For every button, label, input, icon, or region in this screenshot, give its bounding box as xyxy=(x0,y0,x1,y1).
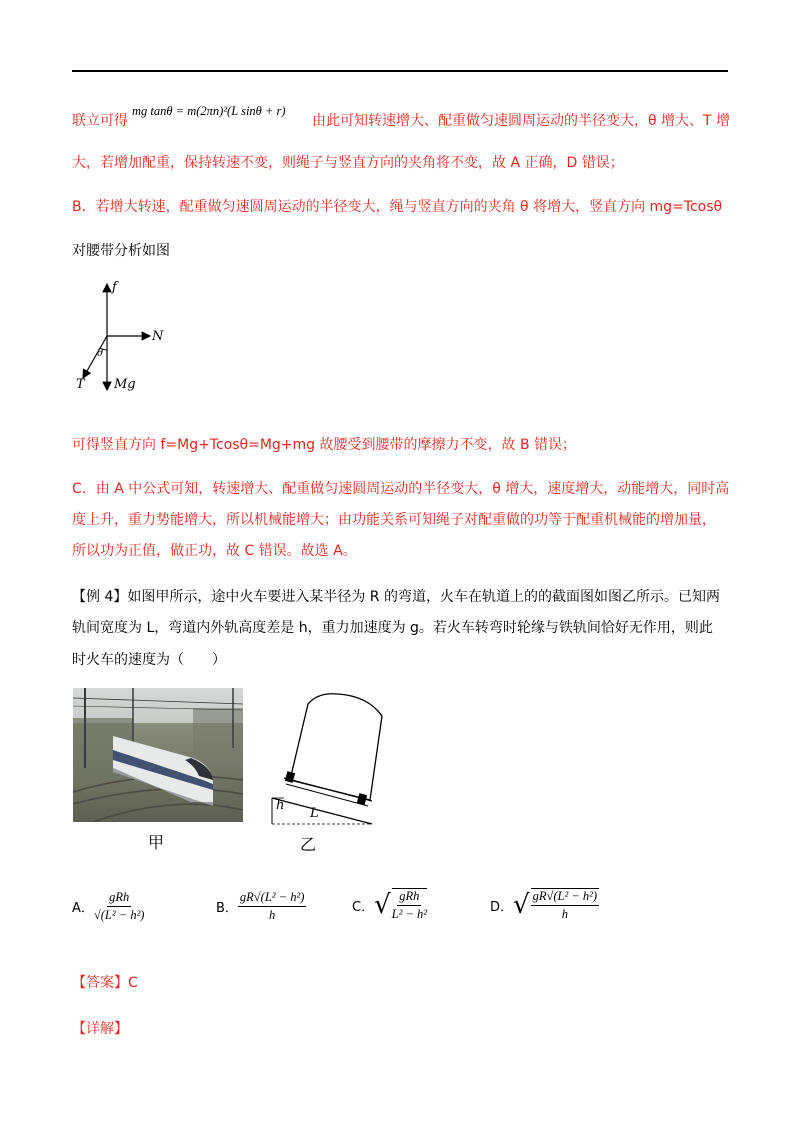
label-t: T xyxy=(76,377,85,392)
option-a-denominator: √(L² − h²) xyxy=(93,908,145,922)
solution-option-c-line-2: 度上升，重力势能增大，所以机械能增大；由功能关系可知绳子对配重做的功等于配重机械能的增加量， xyxy=(72,512,716,528)
option-c-label: C． xyxy=(352,899,375,915)
option-c[interactable] xyxy=(352,888,427,922)
option-a-fraction xyxy=(94,890,145,923)
label-n: N xyxy=(152,329,164,344)
option-b-label: B． xyxy=(216,901,238,916)
option-b[interactable] xyxy=(216,890,306,923)
option-b-denominator: h xyxy=(269,908,276,922)
belt-analysis-intro: 对腰带分析如图 xyxy=(72,243,170,259)
solution-option-b: B．若增大转速，配重做匀速圆周运动的半径变大，绳与竖直方向的夹角 θ 将增大，竖直方向 mg=Tcosθ xyxy=(72,199,723,215)
option-d-numerator: gR√(L² − h²) xyxy=(531,889,599,906)
force-t-arrow xyxy=(83,336,107,378)
solution-line-1-prefix: 联立可得 xyxy=(72,113,128,129)
option-b-numerator: gR√(L² − h²) xyxy=(238,890,306,907)
option-d-radical-icon: √ xyxy=(513,890,530,920)
option-c-denominator: L² − h² xyxy=(391,907,428,921)
option-a-numerator: gRh xyxy=(107,890,131,907)
caption-jia: 甲 xyxy=(148,833,165,852)
option-d[interactable] xyxy=(490,888,599,922)
option-d-label: D． xyxy=(490,899,514,915)
label-f: f xyxy=(112,280,117,295)
solution-option-c-line-1: C．由 A 中公式可知，转速增大、配重做匀速圆周运动的半径变大，θ 增大，速度增大，动能增大，同时高 xyxy=(72,481,730,497)
label-l: L xyxy=(310,806,319,821)
detail-heading: 【详解】 xyxy=(72,1021,128,1037)
example-4-line-3: 时火车的速度为（ ） xyxy=(72,652,226,668)
train-photo xyxy=(73,688,243,822)
option-a-label: A． xyxy=(72,901,94,916)
equation-mg-tan-theta: mg tanθ = m(2πn)²(L sinθ + r) xyxy=(132,104,286,118)
solution-line-2: 大，若增加配重，保持转速不变，则绳子与竖直方向的夹角将不变，故 A 正确，D 错误； xyxy=(72,155,624,171)
option-d-fraction xyxy=(531,888,599,922)
option-c-numerator: gRh xyxy=(397,889,421,906)
option-a[interactable] xyxy=(72,890,144,923)
solution-vertical-friction: 可得竖直方向 f=Mg+Tcosθ=Mg+mg 故腰受到腰带的摩擦力不变，故 B 错误； xyxy=(72,437,577,453)
label-h: h xyxy=(276,798,285,813)
label-mg: Mg xyxy=(114,377,136,392)
solution-line-1-suffix: 由此可知转速增大、配重做匀速圆周运动的半径变大，θ 增大、T 增 xyxy=(312,113,731,129)
header-rule xyxy=(72,70,728,72)
caption-yi: 乙 xyxy=(300,835,317,854)
option-c-radical-icon: √ xyxy=(374,890,391,920)
answer-line: 【答案】C xyxy=(72,975,138,991)
solution-option-c-line-3: 所以功为正值，做正功，故 C 错误。故选 A。 xyxy=(72,543,357,559)
label-theta: θ xyxy=(97,348,104,359)
example-4-line-1: 【例 4】如图甲所示，途中火车要进入某半径为 R 的弯道，火车在轨道上的的截面图如图乙所示。已知两 xyxy=(72,589,720,605)
option-c-fraction xyxy=(392,888,427,922)
option-b-fraction xyxy=(238,890,306,923)
example-4-line-2: 轨间宽度为 L，弯道内外轨高度差是 h，重力加速度为 g。若火车转弯时轮缘与铁轨间恰好无作用，则此 xyxy=(72,620,713,636)
option-d-denominator: h xyxy=(561,907,568,921)
